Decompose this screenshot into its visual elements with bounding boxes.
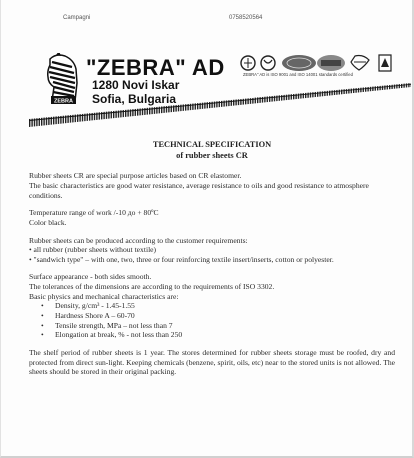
list-item: • Elongation at break, % - not less than 250	[41, 330, 183, 340]
cert-mark-6-icon	[379, 55, 391, 71]
fax-header-left: Campagni	[63, 15, 91, 21]
intro-line-2: The basic characteristics are good water resistance, average resistance to oils and good resistance to atmosphere conditions.	[29, 180, 369, 200]
property-tensile-strength: Tensile strength, MPa – not less than 7	[55, 320, 173, 330]
production-options	[29, 236, 395, 265]
specification-body	[29, 140, 395, 385]
list-item: • Tensile strength, MPa – not less than 7	[41, 320, 173, 330]
fax-header-right: 0758520564	[229, 15, 263, 21]
property-density: Density, g/cm³ - 1.45-1.55	[55, 301, 135, 311]
document-subtitle: of rubber sheets CR	[176, 150, 248, 160]
document-title: TECHNICAL SPECIFICATION	[152, 140, 272, 149]
temperature-range: Temperature range of work /-10 до + 80ºC	[29, 208, 159, 218]
iqnet-logo-icon	[282, 55, 316, 71]
list-item: • Hardness Shore A – 60-70	[41, 311, 135, 321]
properties-intro: Basic physics and mechanical characteristics are:	[29, 291, 179, 301]
properties-section	[29, 272, 395, 339]
intro-line-1: Rubber sheets CR are special purpose articles based on CR elastomer.	[29, 171, 242, 181]
cert-mark-1-icon	[241, 56, 255, 70]
certification-text: ZEBRA" AD is ISO 9001 and ISO 14001 standards certified	[243, 72, 353, 77]
temperature-paragraph	[29, 208, 395, 227]
address-line-1: 1280 Novi Iskar	[92, 78, 180, 92]
header-stripe	[29, 83, 411, 129]
property-elongation: Elongation at break, % - not less than 250	[55, 330, 183, 340]
cert-mark-2-icon	[261, 56, 275, 70]
cert-mark-5-icon	[351, 56, 369, 71]
properties-list	[41, 301, 395, 340]
production-intro: Rubber sheets can be produced according to the customer requirements:	[29, 235, 248, 245]
logo-label: ZEBRA	[54, 98, 73, 105]
intro-paragraph	[29, 171, 395, 200]
company-name: "ZEBRA" AD	[86, 55, 225, 80]
shelf-life-paragraph: The shelf period of rubber sheets is 1 year. The stores determined for rubber sheets storage must be roofed, dry and protected from direct sun-light. Keeping chemicals (benzene, spirit, oils, etc) near to the stored units is not allowed. The sheets should be stored in their original packing.	[29, 347, 395, 377]
production-item: • "sandwich type" – with one, two, three or four reinforcing textile insert/inserts, cotton or polyester.	[29, 254, 334, 264]
property-hardness: Hardness Shore A – 60-70	[55, 311, 135, 321]
sasl-logo-icon	[317, 55, 345, 71]
surface-spec: Surface appearance - both sides smooth.	[29, 272, 152, 282]
color-spec: Color black.	[29, 217, 67, 227]
tolerance-spec: The tolerances of the dimensions are according to the requirements of ISO 3302.	[29, 282, 275, 292]
list-item: • Density, g/cm³ - 1.45-1.55	[41, 301, 135, 311]
production-item: • all rubber (rubber sheets without textile)	[29, 245, 157, 255]
address-line-2: Sofia, Bulgaria	[92, 92, 177, 106]
certification-logos	[239, 52, 399, 74]
